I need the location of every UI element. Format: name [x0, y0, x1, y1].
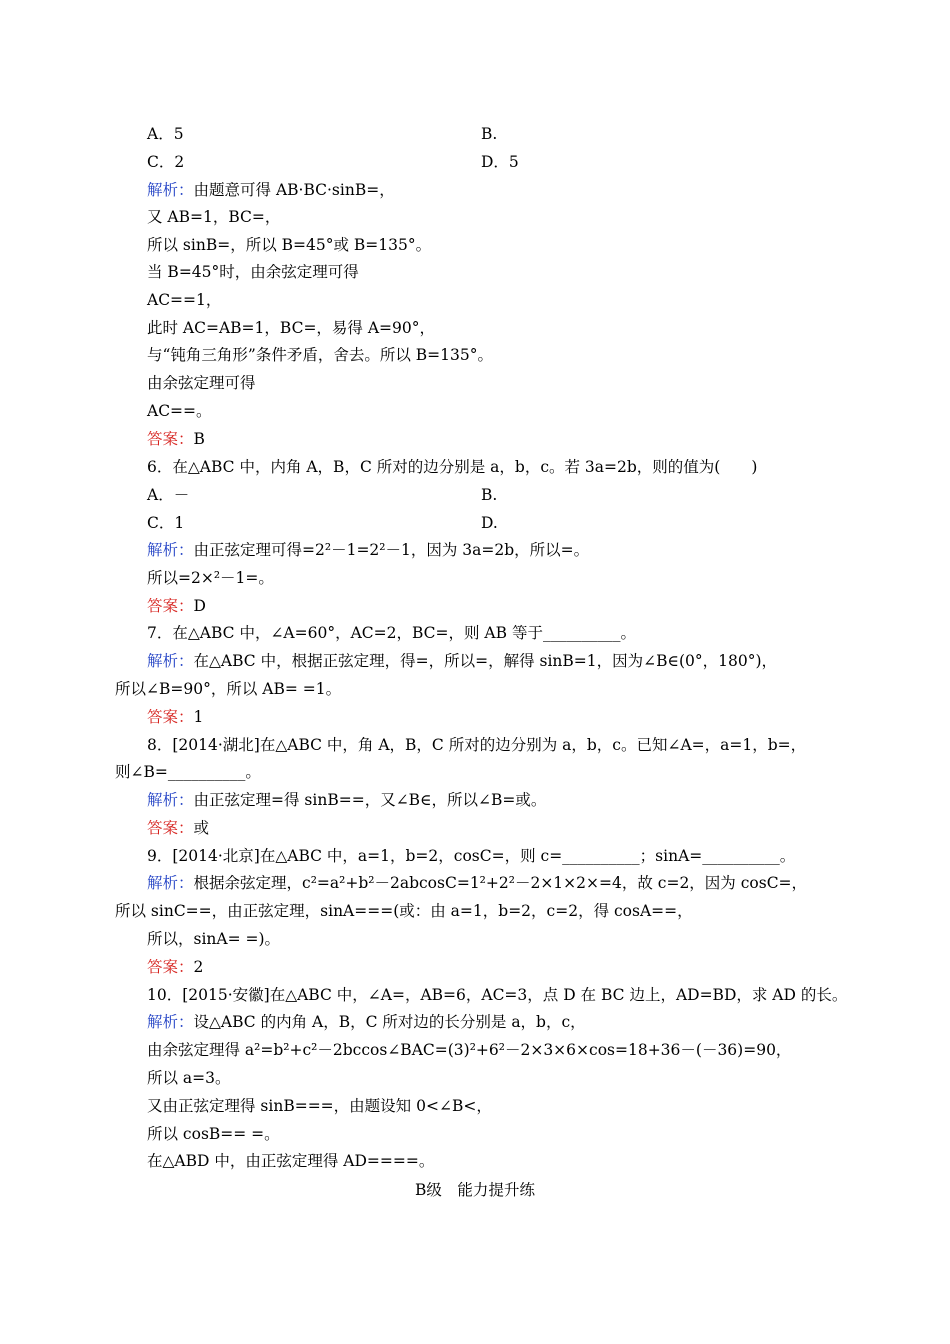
q10-analysis-line: 解析：设△ABC 的内角 A，B，C 所对边的长分别是 a，b，c，: [147, 1013, 586, 1031]
answer-label: 答案：: [147, 597, 194, 615]
q7-answer: 答案：1: [147, 708, 204, 726]
q5-analysis-line: AC==1，: [147, 291, 222, 309]
q7-analysis-line: 所以∠B=90°，所以 AB= =1。: [115, 680, 342, 698]
q5-analysis-line: 由余弦定理可得: [147, 374, 256, 392]
q6-option-d: D.: [481, 514, 498, 532]
q9-stem: 9．[2014·北京]在△ABC 中，a=1，b=2，cosC=，则 c=__________；sinA=__________。: [147, 847, 796, 865]
q5-option-d: D．5: [481, 153, 519, 171]
q9-answer: 答案：2: [147, 958, 204, 976]
analysis-label: 解析：: [147, 181, 194, 199]
q5-analysis-line: 与“钝角三角形”条件矛盾，舍去。所以 B=135°。: [147, 346, 493, 364]
answer-label: 答案：: [147, 958, 194, 976]
q9-analysis-line: 所以，sinA= =)。: [147, 930, 281, 948]
analysis-label: 解析：: [147, 652, 194, 670]
q10-analysis-line: 由余弦定理得 a²=b²+c²－2bccos∠BAC=(3)²+6²－2×3×6×cos=18+36－(－36)=90，: [147, 1041, 792, 1059]
q8-analysis-line: 解析：由正弦定理=得 sinB==，又∠B∈，所以∠B=或。: [147, 791, 547, 809]
analysis-label: 解析：: [147, 1013, 194, 1031]
analysis-label: 解析：: [147, 874, 194, 892]
q6-analysis-line: 解析：由正弦定理可得=2²－1=2²－1，因为 3a=2b，所以=。: [147, 541, 590, 559]
q10-analysis-line: 所以 cosB== =。: [147, 1125, 280, 1143]
analysis-label: 解析：: [147, 541, 194, 559]
q5-analysis-line: 解析：由题意可得 AB·BC·sinB=，: [147, 181, 395, 199]
answer-label: 答案：: [147, 708, 194, 726]
q5-option-a: A．5: [147, 125, 184, 143]
q9-analysis-line: 解析：根据余弦定理，c²=a²+b²－2abcosC=1²+2²－2×1×2×=4，故 c=2，因为 cosC=，: [147, 874, 808, 892]
q6-option-b: B.: [481, 486, 498, 504]
q5-analysis-line: 又 AB=1，BC=，: [147, 208, 281, 226]
q6-answer: 答案：D: [147, 597, 206, 615]
q8-answer: 答案：或: [147, 819, 210, 837]
q6-option-c: C．1: [147, 514, 185, 532]
q10-analysis-line: 在△ABD 中，由正弦定理得 AD====。: [147, 1152, 435, 1170]
q6-stem: 6．在△ABC 中，内角 A，B，C 所对的边分别是 a，b，c。若 3a=2b，则的值为( ): [147, 458, 758, 476]
q6-analysis-line: 所以=2×²－1=。: [147, 569, 274, 587]
q8-stem: 则∠B=__________。: [115, 763, 261, 781]
q10-stem: 10．[2015·安徽]在△ABC 中，∠A=，AB=6，AC=3，点 D 在 BC 边上，AD=BD，求 AD 的长。: [147, 986, 848, 1004]
analysis-label: 解析：: [147, 791, 194, 809]
q5-analysis-line: 此时 AC=AB=1，BC=，易得 A=90°，: [147, 319, 436, 337]
q5-option-c: C．2: [147, 153, 185, 171]
q7-stem: 7．在△ABC 中，∠A=60°，AC=2，BC=，则 AB 等于__________。: [147, 624, 636, 642]
q7-analysis-line: 解析：在△ABC 中，根据正弦定理，得=，所以=，解得 sinB=1，因为∠B∈(0°，180°)，: [147, 652, 778, 670]
q8-stem: 8．[2014·湖北]在△ABC 中，角 A，B，C 所对的边分别为 a，b，c。已知∠A=，a=1，b=，: [147, 736, 807, 754]
q5-analysis-line: 所以 sinB=，所以 B=45°或 B=135°。: [147, 236, 432, 254]
q10-analysis-line: 又由正弦定理得 sinB===，由题设知 0<∠B<，: [147, 1097, 492, 1115]
q6-option-a: A．－: [147, 486, 190, 504]
section-title: B级 能力提升练: [415, 1181, 535, 1199]
answer-label: 答案：: [147, 430, 194, 448]
q5-option-b: B.: [481, 125, 498, 143]
q5-answer: 答案：B: [147, 430, 205, 448]
answer-label: 答案：: [147, 819, 194, 837]
q5-analysis-line: AC==。: [147, 402, 212, 420]
q10-analysis-line: 所以 a=3。: [147, 1069, 231, 1087]
q9-analysis-line: 所以 sinC==，由正弦定理，sinA===(或：由 a=1，b=2，c=2，得 cosA==，: [115, 902, 693, 920]
q5-analysis-line: 当 B=45°时，由余弦定理可得: [147, 263, 359, 281]
